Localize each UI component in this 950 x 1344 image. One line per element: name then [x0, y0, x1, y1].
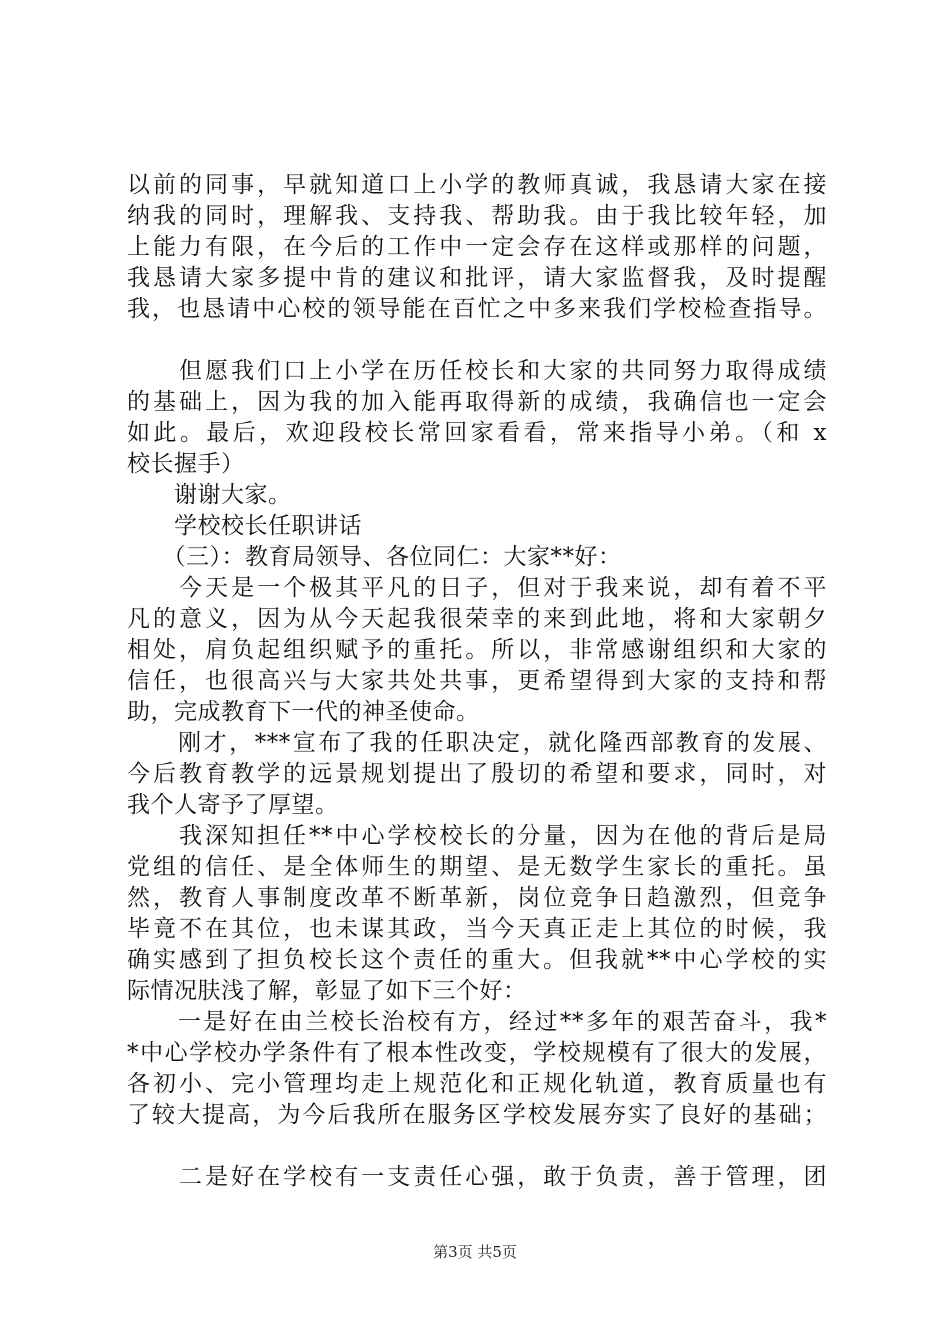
text-line: 但愿我们口上小学在历任校长和大家的共同努力取得成绩 [127, 358, 827, 384]
text-line: 纳我的同时，理解我、支持我、帮助我。由于我比较年轻，加 [127, 203, 827, 229]
text-line: 如此。最后，欢迎段校长常回家看看，常来指导小弟。（和 x [127, 420, 827, 446]
section-title: 学校校长任职讲话 [127, 513, 362, 539]
text-line: 凡的意义，因为从今天起我很荣幸的来到此地，将和大家朝夕 [127, 606, 827, 632]
text-line: 相处，肩负起组织赋予的重托。所以，非常感谢组织和大家的 [127, 637, 827, 663]
text-line: *中心学校办学条件有了根本性改变，学校规模有了很大的发展， [127, 1040, 827, 1066]
body-text [127, 170, 827, 1193]
text-line: 信任，也很高兴与大家共处共事，更希望得到大家的支持和帮 [127, 668, 827, 694]
text-line: 一是好在由兰校长治校有方，经过**多年的艰苦奋斗，我* [127, 1009, 827, 1035]
text-line: 我，也恳请中心校的领导能在百忙之中多来我们学校检查指导。 [127, 296, 827, 322]
text-line: 今后教育教学的远景规划提出了殷切的希望和要求，同时，对 [127, 761, 827, 787]
text-line: 确实感到了担负校长这个责任的重大。但我就**中心学校的实 [127, 947, 827, 973]
paragraph-gap [127, 1131, 827, 1162]
text-line: 二是好在学校有一支责任心强，敢于负责，善于管理，团 [127, 1164, 827, 1190]
text-line: 谢谢大家。 [127, 482, 292, 508]
text-line: 助，完成教育下一代的神圣使命。 [127, 699, 480, 725]
text-line: 毕竟不在其位，也未谋其政，当今天真正走上其位的时候，我 [127, 916, 827, 942]
text-line: 了较大提高，为今后我所在服务区学校发展夯实了良好的基础； [127, 1102, 827, 1128]
text-line: 校长握手） [127, 451, 245, 477]
text-line: （三）：教育局领导、各位同仁：大家**好： [127, 544, 622, 570]
text-line: 以前的同事，早就知道口上小学的教师真诚，我恳请大家在接 [127, 172, 827, 198]
text-line: 今天是一个极其平凡的日子，但对于我来说，却有着不平 [127, 575, 827, 601]
text-line: 党组的信任、是全体师生的期望、是无数学生家长的重托。虽 [127, 854, 827, 880]
text-line: 我恳请大家多提中肯的建议和批评，请大家监督我，及时提醒 [127, 265, 827, 291]
text-line: 的基础上，因为我的加入能再取得新的成绩，我确信也一定会 [127, 389, 827, 415]
text-line: 各初小、完小管理均走上规范化和正规化轨道，教育质量也有 [127, 1071, 827, 1097]
text-line: 我深知担任**中心学校校长的分量，因为在他的背后是局 [127, 823, 827, 849]
text-line: 际情况肤浅了解，彰显了如下三个好： [127, 978, 527, 1004]
text-line: 上能力有限，在今后的工作中一定会存在这样或那样的问题， [127, 234, 827, 260]
page-footer: 第3页 共5页 [433, 1243, 517, 1261]
paragraph-gap [127, 325, 827, 356]
text-line: 我个人寄予了厚望。 [127, 792, 339, 818]
text-line: 刚才，***宣布了我的任职决定，就化隆西部教育的发展、 [127, 730, 827, 756]
text-line: 然，教育人事制度改革不断革新，岗位竞争日趋激烈，但竞争 [127, 885, 827, 911]
